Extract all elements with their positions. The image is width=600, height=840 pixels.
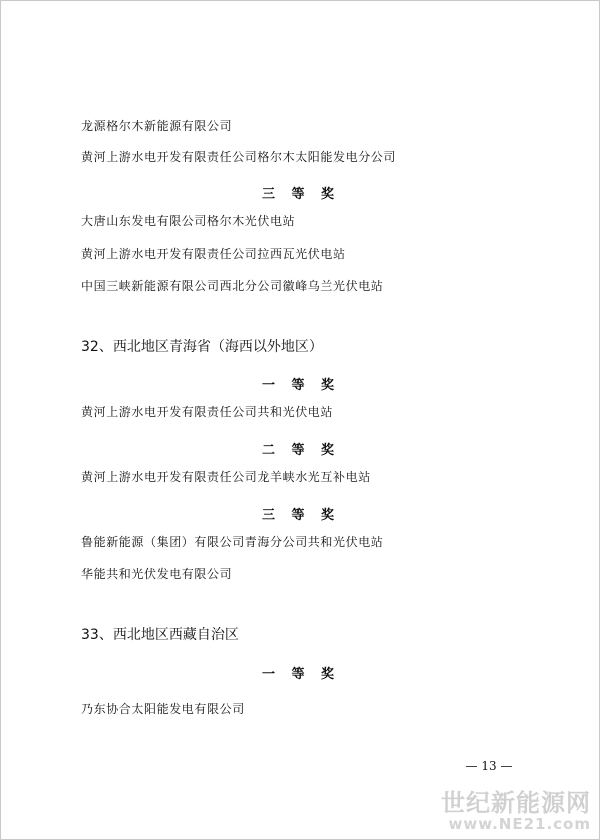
entry-huanghe-golmud-solar: 黄河上游水电开发有限责任公司格尔木太阳能发电分公司 [81, 150, 397, 164]
page-number: — 13 — [465, 759, 513, 773]
award-heading-first: 一 等 奖 [261, 378, 341, 393]
entry-datang-golmud-pv: 大唐山东发电有限公司格尔木光伏电站 [81, 214, 296, 228]
entry-huanghe-longyangxia: 黄河上游水电开发有限责任公司龙羊峡水光互补电站 [81, 470, 371, 484]
entry-huaneng-gonghe-pv: 华能共和光伏发电有限公司 [81, 567, 233, 581]
entry-huanghe-laxiwa-pv: 黄河上游水电开发有限责任公司拉西瓦光伏电站 [81, 247, 346, 261]
watermark-url: www.NE21.com [448, 815, 591, 833]
entry-sanxia-wulan-pv: 中国三峡新能源有限公司西北分公司徽峰乌兰光伏电站 [81, 279, 384, 293]
section-heading-33: 33、西北地区西藏自治区 [81, 627, 239, 643]
entry-luneng-gonghe-pv: 鲁能新能源（集团）有限公司青海分公司共和光伏电站 [81, 535, 384, 549]
watermark-logo [421, 790, 591, 833]
award-heading-third: 三 等 奖 [261, 508, 341, 523]
award-heading-first: 一 等 奖 [261, 667, 341, 682]
award-heading-third: 三 等 奖 [261, 187, 341, 202]
watermark-name: 世纪新能源网 [441, 789, 591, 817]
entry-longyuan-golmud: 龙源格尔木新能源有限公司 [81, 119, 233, 133]
entry-huanghe-gonghe-pv: 黄河上游水电开发有限责任公司共和光伏电站 [81, 405, 334, 419]
award-heading-second: 二 等 奖 [261, 443, 341, 458]
section-heading-32: 32、西北地区青海省（海西以外地区） [81, 339, 323, 355]
entry-naidong-xiehe-solar: 乃东协合太阳能发电有限公司 [81, 702, 245, 716]
